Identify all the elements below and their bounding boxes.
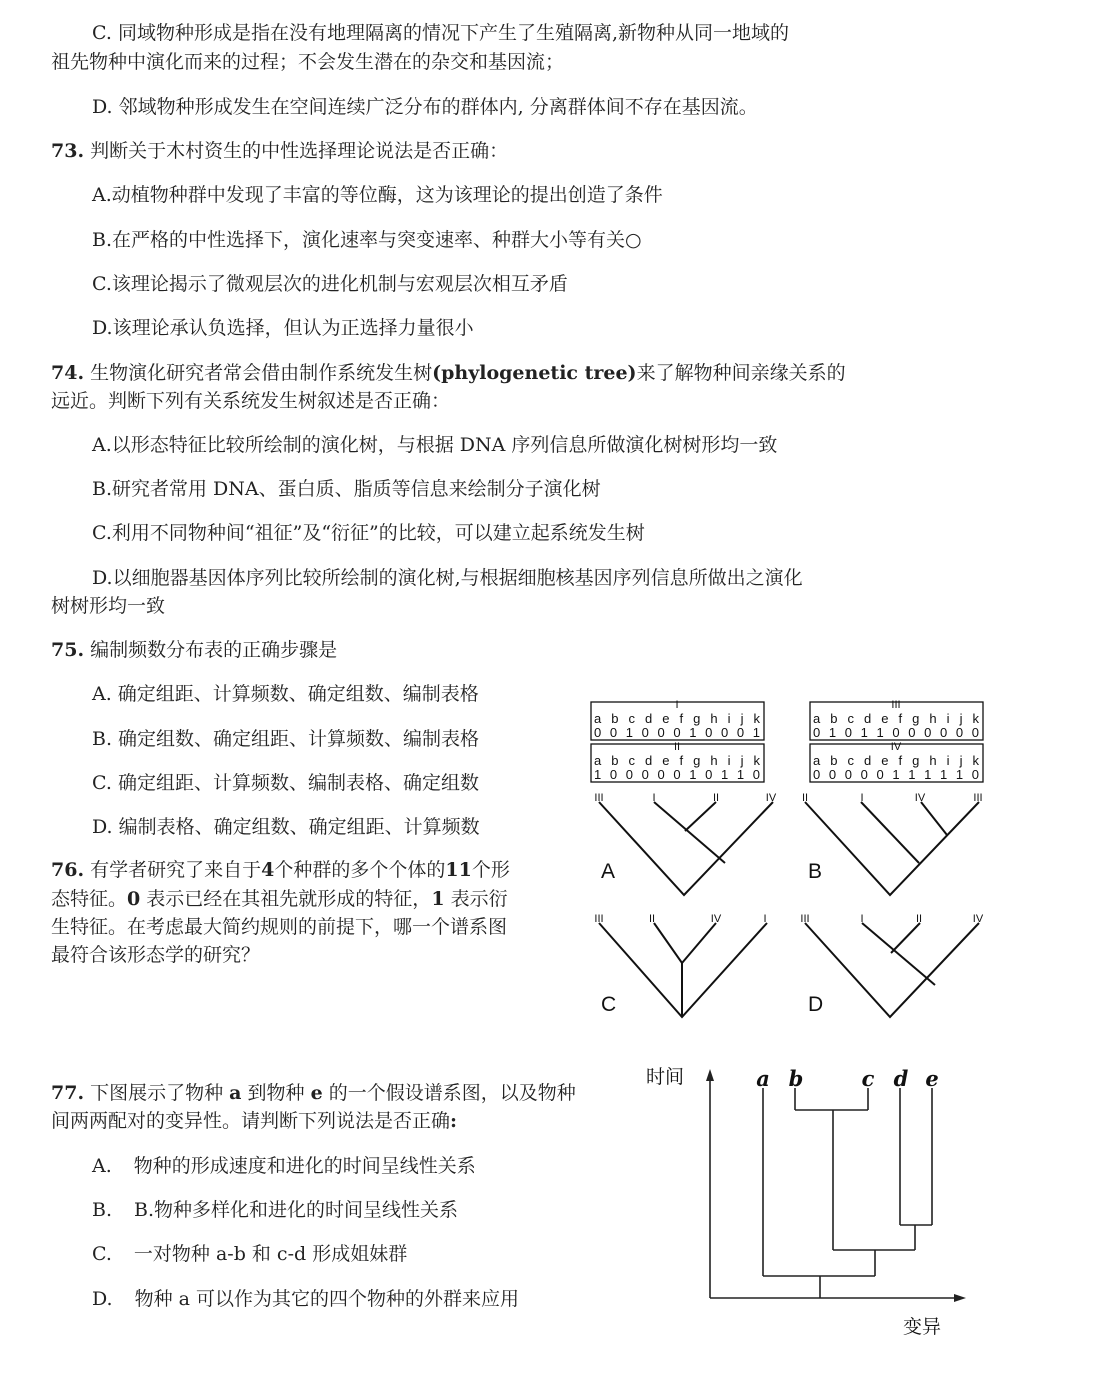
y-axis-label: 时间: [646, 1066, 685, 1088]
clado-A-tip: I: [652, 792, 656, 804]
trait-letters: a b c d e f g h i j k: [813, 711, 979, 726]
q77-option-text: 物种 a 可以作为其它的四个物种的外群来应用: [134, 1288, 520, 1310]
x-axis-label: 变异: [903, 1316, 942, 1338]
q72-option-d: D. 邻域物种形成发生在空间连续广泛分布的群体内, 分离群体间不存在基因流。: [92, 96, 758, 118]
q77-text: 下图展示了物种: [90, 1082, 224, 1104]
q77-option-c: [92, 1242, 407, 1266]
q77-option-b: [92, 1198, 458, 1222]
clado-C-label: C: [601, 993, 617, 1016]
clado-D-tip: IV: [972, 913, 984, 925]
clado-A-tip: III: [594, 792, 604, 804]
q77-option-text: 物种的形成速度和进化的时间呈线性关系: [133, 1155, 476, 1177]
q74-option-c: C.利用不同物种间“祖征”及“衍征”的比较，可以建立起系统发生树: [92, 522, 645, 544]
q76-text: 有学者研究了来自于: [90, 859, 262, 881]
q75-option-b: B. 确定组数、确定组距、计算频数、编制表格: [92, 728, 480, 750]
q77-text: 到物种: [247, 1082, 305, 1104]
q77-species: a: [229, 1082, 242, 1104]
q75-number: 75.: [51, 639, 85, 661]
q75-stem-text: 编制频数分布表的正确步骤是: [90, 639, 338, 661]
clado-C-tip: IV: [710, 913, 722, 925]
trait-group-label: I: [675, 699, 679, 711]
q74-option-b: B.研究者常用 DNA、蛋白质、脂质等信息来绘制分子演化树: [92, 478, 601, 500]
q73-stem: [51, 139, 508, 163]
q76-num: 4: [261, 859, 275, 881]
q77-option-letter: C.: [92, 1243, 112, 1265]
trait-values-I: 0 0 1 0 0 0 1 0 0 0 1: [594, 725, 760, 740]
q72-option-c-line2: 祖先物种中演化而来的过程；不会发生潜在的杂交和基因流；: [51, 51, 565, 73]
q76-num: 1: [431, 888, 445, 910]
clado-A-label: A: [601, 860, 616, 883]
q76-stem-line2: [51, 887, 508, 911]
q76-text: 表示已经在其祖先就形成的特征，: [146, 888, 432, 910]
q76-text: 表示衍: [450, 888, 508, 910]
q74-option-a: A.以形态特征比较所绘制的演化树，与根据 DNA 序列信息所做演化树树形均一致: [92, 434, 778, 456]
lineage-tree: [763, 1088, 932, 1298]
q73-option-c: C.该理论揭示了微观层次的进化机制与宏观层次相互矛盾: [92, 273, 568, 295]
trait-letters: a b c d e f g h i j k: [594, 753, 760, 768]
cladogram-A: [599, 802, 773, 895]
q74-stem-line1: [51, 361, 846, 385]
species-label-e: e: [925, 1066, 939, 1091]
clado-B-tip: II: [801, 792, 809, 804]
q72-option-c-line1: C. 同域物种形成是指在没有地理隔离的情况下产生了生殖隔离,新物种从同一地域的: [92, 22, 789, 44]
q77-text: 的一个假设谱系图，以及物种: [328, 1082, 576, 1104]
clado-D-label: D: [808, 993, 824, 1016]
species-label-b: b: [788, 1066, 804, 1091]
cladogram-D: [805, 923, 979, 1017]
q73-number: 73.: [51, 140, 85, 162]
clado-A-tip: II: [712, 792, 720, 804]
q74-stem-part2: 来了解物种间亲缘关系的: [636, 362, 846, 384]
q77-stem-line2: [51, 1109, 457, 1133]
q74-option-d-line2: 树树形均一致: [51, 595, 166, 617]
q77-option-text: 一对物种 a-b 和 c-d 形成姐妹群: [133, 1243, 408, 1265]
q75-option-a: A. 确定组距、计算频数、确定组数、编制表格: [92, 683, 479, 705]
q74-number: 74.: [51, 362, 85, 384]
q76-text: 个种群的多个个体的: [274, 859, 446, 881]
q76-figure: [585, 695, 1005, 1025]
trait-group-label: III: [891, 699, 901, 711]
q75-option-c: C. 确定组距、计算频数、编制表格、确定组数: [92, 772, 479, 794]
clado-D-tip: III: [800, 913, 810, 925]
q77-tree-figure: [640, 1055, 980, 1355]
trait-values-II: 1 0 0 0 0 0 1 0 1 1 0: [594, 767, 760, 782]
clado-C-tip: III: [594, 913, 604, 925]
q74-stem-term: (phylogenetic tree): [432, 362, 637, 384]
species-label-d: d: [893, 1066, 909, 1091]
clado-B-tip: I: [860, 792, 864, 804]
cladogram-B: [805, 802, 979, 895]
clado-C-tip: I: [763, 913, 767, 925]
q76-num: 11: [445, 859, 472, 881]
q76-stem-line3: 生特征。在考虑最大简约规则的前提下，哪一个谱系图: [51, 916, 508, 938]
q77-text: :: [450, 1110, 458, 1132]
trait-group-label: II: [673, 741, 681, 753]
q73-option-b: B.在严格的中性选择下，演化速率与突变速率、种群大小等有关○: [92, 229, 642, 251]
q77-option-letter: B.: [92, 1199, 113, 1221]
q75-option-d: D. 编制表格、确定组数、确定组距、计算频数: [92, 816, 480, 838]
trait-group-label: IV: [890, 741, 902, 753]
q75-stem: [51, 638, 337, 662]
y-axis-arrow-icon: [706, 1069, 714, 1081]
q76-num: 0: [127, 888, 141, 910]
x-axis-arrow-icon: [954, 1294, 966, 1302]
trait-values-IV: 0 0 0 0 0 1 1 1 1 1 0: [813, 767, 979, 782]
q77-option-d: [92, 1287, 519, 1311]
q73-option-d: D.该理论承认负选择，但认为正选择力量很小: [92, 317, 474, 339]
q77-species: e: [310, 1082, 323, 1104]
cladogram-C: [599, 923, 767, 1017]
q73-stem-text: 判断关于木村资生的中性选择理论说法是否正确：: [90, 140, 509, 162]
q74-option-d-line1: D.以细胞器基因体序列比较所绘制的演化树,与根据细胞核基因序列信息所做出之演化: [92, 567, 803, 589]
clado-B-label: B: [808, 860, 823, 883]
clado-D-tip: II: [915, 913, 923, 925]
q77-option-text: B.物种多样化和进化的时间呈线性关系: [134, 1199, 459, 1221]
clado-A-tip: IV: [765, 792, 777, 804]
q76-stem-line4: 最符合该形态学的研究？: [51, 944, 261, 966]
q77-number: 77.: [51, 1082, 85, 1104]
q77-option-a: [92, 1154, 476, 1178]
q76-stem-line1: [51, 858, 510, 882]
q77-stem-line1: [51, 1081, 576, 1105]
q76-text: 个形: [471, 859, 510, 881]
q76-number: 76.: [51, 859, 85, 881]
trait-letters: a b c d e f g h i j k: [594, 711, 760, 726]
trait-letters: a b c d e f g h i j k: [813, 753, 979, 768]
q76-text: 态特征。: [51, 888, 128, 910]
clado-B-tip: III: [973, 792, 983, 804]
q77-option-letter: D.: [92, 1288, 113, 1310]
species-label-c: c: [861, 1066, 875, 1091]
q77-text: 间两两配对的变异性。请判断下列说法是否正确: [51, 1110, 451, 1132]
clado-B-tip: IV: [914, 792, 926, 804]
species-label-a: a: [756, 1066, 770, 1091]
q74-stem-part1: 生物演化研究者常会借由制作系统发生树: [90, 362, 433, 384]
clado-D-tip: I: [860, 913, 864, 925]
q74-stem-line2: 远近。判断下列有关系统发生树叙述是否正确：: [51, 390, 451, 412]
clado-C-tip: II: [648, 913, 656, 925]
q77-option-letter: A.: [92, 1155, 112, 1177]
trait-values-III: 0 1 0 1 1 0 0 0 0 0 0: [813, 725, 979, 740]
q73-option-a: A.动植物种群中发现了丰富的等位酶，这为该理论的提出创造了条件: [92, 184, 663, 206]
